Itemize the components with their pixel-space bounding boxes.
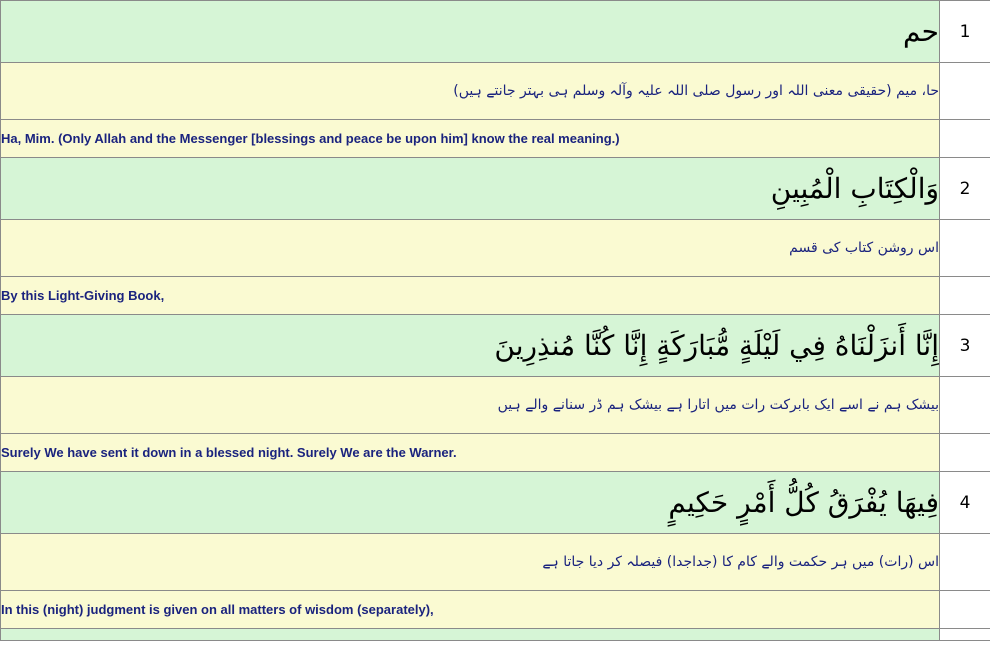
arabic-verse-text: وَالْكِتَابِ الْمُبِينِ bbox=[1, 158, 940, 220]
english-translation: In this (night) judgment is given on all matters of wisdom (separately), bbox=[1, 591, 940, 629]
empty-cell bbox=[940, 63, 990, 120]
verse-row-arabic-partial bbox=[1, 629, 990, 641]
arabic-verse-text: حم bbox=[1, 1, 940, 63]
english-translation: Ha, Mim. (Only Allah and the Messenger [blessings and peace be upon him] know the real meaning.) bbox=[1, 120, 940, 158]
urdu-translation: اس (رات) میں ہر حکمت والے کام کا (جداجدا) فیصلہ کر دیا جاتا ہے bbox=[1, 534, 940, 591]
english-translation: By this Light-Giving Book, bbox=[1, 277, 940, 315]
empty-cell bbox=[940, 377, 990, 434]
urdu-translation: حا، میم (حقیقی معنی اللہ اور رسول صلی اللہ علیہ وآلہ وسلم ہی بہتر جانتے ہیں) bbox=[1, 63, 940, 120]
verse-number-partial bbox=[940, 629, 990, 641]
verse-number: 1 bbox=[940, 1, 990, 63]
verse-number: 4 bbox=[940, 472, 990, 534]
empty-cell bbox=[940, 434, 990, 472]
verse-row-arabic bbox=[1, 472, 990, 534]
arabic-verse-text: فِيهَا يُفْرَقُ كُلُّ أَمْرٍ حَكِيمٍ bbox=[1, 472, 940, 534]
verse-row-arabic bbox=[1, 315, 990, 377]
verse-row-urdu bbox=[1, 377, 990, 434]
urdu-translation: اس روشن کتاب کی قسم bbox=[1, 220, 940, 277]
english-translation: Surely We have sent it down in a blessed night. Surely We are the Warner. bbox=[1, 434, 940, 472]
verse-row-urdu bbox=[1, 534, 990, 591]
empty-cell bbox=[940, 277, 990, 315]
empty-cell bbox=[940, 591, 990, 629]
urdu-translation: بیشک ہم نے اسے ایک بابرکت رات میں اتارا ہے بیشک ہم ڈر سنانے والے ہیں bbox=[1, 377, 940, 434]
verse-row-arabic bbox=[1, 158, 990, 220]
verse-number: 2 bbox=[940, 158, 990, 220]
verse-row-english bbox=[1, 277, 990, 315]
verse-row-english bbox=[1, 434, 990, 472]
verse-number: 3 bbox=[940, 315, 990, 377]
empty-cell bbox=[940, 534, 990, 591]
verse-row-urdu bbox=[1, 63, 990, 120]
verse-row-english bbox=[1, 120, 990, 158]
arabic-verse-text-partial bbox=[1, 629, 940, 641]
arabic-verse-text: إِنَّا أَنزَلْنَاهُ فِي لَيْلَةٍ مُّبَارَكَةٍ إِنَّا كُنَّا مُنذِرِينَ bbox=[1, 315, 940, 377]
empty-cell bbox=[940, 220, 990, 277]
verse-row-arabic bbox=[1, 1, 990, 63]
verse-row-urdu bbox=[1, 220, 990, 277]
verse-row-english bbox=[1, 591, 990, 629]
empty-cell bbox=[940, 120, 990, 158]
